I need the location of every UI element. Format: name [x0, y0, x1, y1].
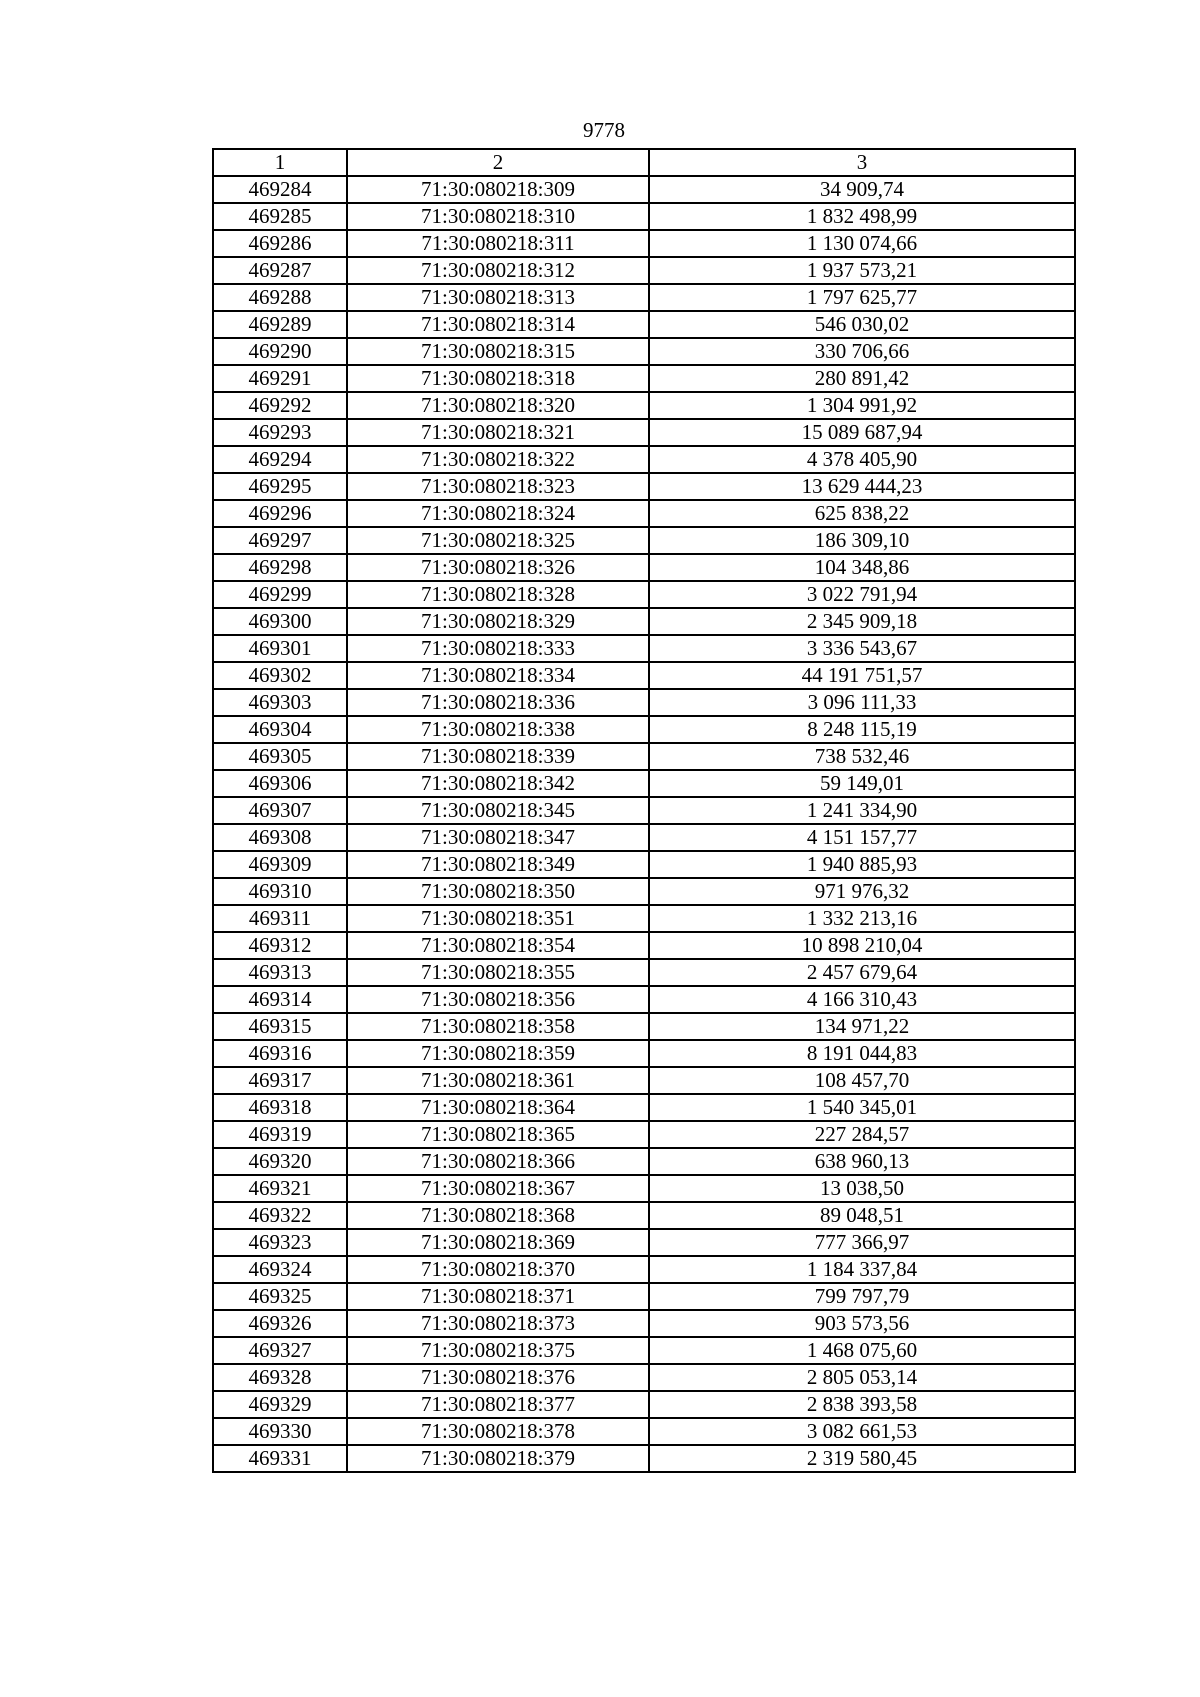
row-number-cell: 469313: [213, 959, 347, 986]
cadastral-number-cell: 71:30:080218:313: [347, 284, 649, 311]
row-number-cell: 469292: [213, 392, 347, 419]
row-number-cell: 469305: [213, 743, 347, 770]
cadastral-value-cell: 2 319 580,45: [649, 1445, 1075, 1472]
cadastral-number-cell: 71:30:080218:377: [347, 1391, 649, 1418]
cadastral-number-cell: 71:30:080218:366: [347, 1148, 649, 1175]
cadastral-number-cell: 71:30:080218:373: [347, 1310, 649, 1337]
table-row: [213, 311, 1075, 338]
cadastral-value-cell: 13 038,50: [649, 1175, 1075, 1202]
cadastral-number-cell: 71:30:080218:323: [347, 473, 649, 500]
cadastral-number-cell: 71:30:080218:320: [347, 392, 649, 419]
row-number-cell: 469285: [213, 203, 347, 230]
table-row: [213, 1040, 1075, 1067]
row-number-cell: 469326: [213, 1310, 347, 1337]
cadastral-number-cell: 71:30:080218:342: [347, 770, 649, 797]
cadastral-value-cell: 330 706,66: [649, 338, 1075, 365]
table-row: [213, 419, 1075, 446]
cadastral-value-cell: 625 838,22: [649, 500, 1075, 527]
row-number-cell: 469322: [213, 1202, 347, 1229]
cadastral-number-cell: 71:30:080218:326: [347, 554, 649, 581]
row-number-cell: 469316: [213, 1040, 347, 1067]
cadastral-value-cell: 738 532,46: [649, 743, 1075, 770]
table-row: [213, 1013, 1075, 1040]
cadastral-value-cell: 89 048,51: [649, 1202, 1075, 1229]
cadastral-value-cell: 13 629 444,23: [649, 473, 1075, 500]
cadastral-number-cell: 71:30:080218:361: [347, 1067, 649, 1094]
cadastral-number-cell: 71:30:080218:309: [347, 176, 649, 203]
table-row: [213, 1310, 1075, 1337]
cadastral-number-cell: 71:30:080218:350: [347, 878, 649, 905]
cadastral-number-cell: 71:30:080218:322: [347, 446, 649, 473]
row-number-cell: 469318: [213, 1094, 347, 1121]
table-row: [213, 689, 1075, 716]
cadastral-number-cell: 71:30:080218:379: [347, 1445, 649, 1472]
table-row: [213, 797, 1075, 824]
row-number-cell: 469302: [213, 662, 347, 689]
table-row: [213, 1094, 1075, 1121]
row-number-cell: 469320: [213, 1148, 347, 1175]
row-number-cell: 469311: [213, 905, 347, 932]
table-row: [213, 716, 1075, 743]
table-row: [213, 851, 1075, 878]
table-row: [213, 554, 1075, 581]
cadastral-value-cell: 2 805 053,14: [649, 1364, 1075, 1391]
row-number-cell: 469296: [213, 500, 347, 527]
cadastral-value-cell: 971 976,32: [649, 878, 1075, 905]
cadastral-number-cell: 71:30:080218:378: [347, 1418, 649, 1445]
row-number-cell: 469330: [213, 1418, 347, 1445]
row-number-cell: 469307: [213, 797, 347, 824]
cadastral-value-cell: 638 960,13: [649, 1148, 1075, 1175]
cadastral-value-cell: 903 573,56: [649, 1310, 1075, 1337]
table-row: [213, 392, 1075, 419]
row-number-cell: 469300: [213, 608, 347, 635]
table-row: [213, 1121, 1075, 1148]
cadastral-number-cell: 71:30:080218:339: [347, 743, 649, 770]
cadastral-value-cell: 186 309,10: [649, 527, 1075, 554]
column-header-3: 3: [649, 149, 1075, 176]
row-number-cell: 469306: [213, 770, 347, 797]
cadastral-number-cell: 71:30:080218:356: [347, 986, 649, 1013]
cadastral-number-cell: 71:30:080218:375: [347, 1337, 649, 1364]
row-number-cell: 469299: [213, 581, 347, 608]
table-row: [213, 959, 1075, 986]
cadastral-number-cell: 71:30:080218:315: [347, 338, 649, 365]
cadastral-number-cell: 71:30:080218:371: [347, 1283, 649, 1310]
cadastral-value-cell: 1 937 573,21: [649, 257, 1075, 284]
page-number-text: 9778: [583, 118, 625, 142]
row-number-cell: 469327: [213, 1337, 347, 1364]
row-number-cell: 469295: [213, 473, 347, 500]
cadastral-number-cell: 71:30:080218:355: [347, 959, 649, 986]
cadastral-value-cell: 8 191 044,83: [649, 1040, 1075, 1067]
row-number-cell: 469319: [213, 1121, 347, 1148]
row-number-cell: 469297: [213, 527, 347, 554]
table-row: [213, 581, 1075, 608]
table-row: [213, 878, 1075, 905]
cadastral-value-cell: 1 304 991,92: [649, 392, 1075, 419]
cadastral-value-cell: 134 971,22: [649, 1013, 1075, 1040]
table-row: [213, 1445, 1075, 1472]
table-row: [213, 1067, 1075, 1094]
table-row: [213, 284, 1075, 311]
cadastral-value-cell: 10 898 210,04: [649, 932, 1075, 959]
cadastral-value-cell: 3 096 111,33: [649, 689, 1075, 716]
cadastral-number-cell: 71:30:080218:336: [347, 689, 649, 716]
cadastral-value-cell: 1 241 334,90: [649, 797, 1075, 824]
cadastral-number-cell: 71:30:080218:345: [347, 797, 649, 824]
cadastral-number-cell: 71:30:080218:321: [347, 419, 649, 446]
cadastral-number-cell: 71:30:080218:311: [347, 230, 649, 257]
row-number-cell: 469314: [213, 986, 347, 1013]
cadastral-value-cell: 280 891,42: [649, 365, 1075, 392]
row-number-cell: 469329: [213, 1391, 347, 1418]
cadastral-number-cell: 71:30:080218:347: [347, 824, 649, 851]
cadastral-value-cell: 2 457 679,64: [649, 959, 1075, 986]
table-body: [213, 176, 1075, 1472]
cadastral-value-cell: 546 030,02: [649, 311, 1075, 338]
cadastral-number-cell: 71:30:080218:368: [347, 1202, 649, 1229]
cadastral-value-cell: 1 832 498,99: [649, 203, 1075, 230]
table-row: [213, 473, 1075, 500]
row-number-cell: 469290: [213, 338, 347, 365]
cadastral-value-cell: 1 468 075,60: [649, 1337, 1075, 1364]
table-row: [213, 230, 1075, 257]
table-row: [213, 1364, 1075, 1391]
table-row: [213, 662, 1075, 689]
table-row: [213, 608, 1075, 635]
table-row: [213, 176, 1075, 203]
cadastral-number-cell: 71:30:080218:359: [347, 1040, 649, 1067]
table-row: [213, 338, 1075, 365]
cadastral-value-cell: 1 940 885,93: [649, 851, 1075, 878]
cadastral-number-cell: 71:30:080218:370: [347, 1256, 649, 1283]
cadastral-number-cell: 71:30:080218:318: [347, 365, 649, 392]
table-row: [213, 905, 1075, 932]
cadastral-value-cell: 59 149,01: [649, 770, 1075, 797]
row-number-cell: 469284: [213, 176, 347, 203]
row-number-cell: 469286: [213, 230, 347, 257]
table-row: [213, 527, 1075, 554]
cadastral-number-cell: 71:30:080218:338: [347, 716, 649, 743]
table-row: [213, 986, 1075, 1013]
table-row: [213, 1337, 1075, 1364]
cadastral-value-cell: 1 184 337,84: [649, 1256, 1075, 1283]
cadastral-value-cell: 44 191 751,57: [649, 662, 1075, 689]
table-row: [213, 1418, 1075, 1445]
table-row: [213, 743, 1075, 770]
cadastral-value-cell: 227 284,57: [649, 1121, 1075, 1148]
cadastral-number-cell: 71:30:080218:358: [347, 1013, 649, 1040]
table-row: [213, 1256, 1075, 1283]
table-row: [213, 203, 1075, 230]
cadastral-value-table: [212, 148, 1076, 1473]
cadastral-value-cell: 799 797,79: [649, 1283, 1075, 1310]
cadastral-value-cell: 4 166 310,43: [649, 986, 1075, 1013]
cadastral-value-cell: 4 378 405,90: [649, 446, 1075, 473]
cadastral-number-cell: 71:30:080218:329: [347, 608, 649, 635]
table-row: [213, 365, 1075, 392]
cadastral-value-cell: 1 540 345,01: [649, 1094, 1075, 1121]
column-header-2: 2: [347, 149, 649, 176]
cadastral-number-cell: 71:30:080218:312: [347, 257, 649, 284]
row-number-cell: 469312: [213, 932, 347, 959]
cadastral-number-cell: 71:30:080218:328: [347, 581, 649, 608]
cadastral-value-cell: 108 457,70: [649, 1067, 1075, 1094]
cadastral-number-cell: 71:30:080218:351: [347, 905, 649, 932]
table-row: [213, 1148, 1075, 1175]
table-row: [213, 1229, 1075, 1256]
cadastral-number-cell: 71:30:080218:369: [347, 1229, 649, 1256]
row-number-cell: 469324: [213, 1256, 347, 1283]
cadastral-number-cell: 71:30:080218:354: [347, 932, 649, 959]
table-header-row: [213, 149, 1075, 176]
cadastral-value-cell: 1 797 625,77: [649, 284, 1075, 311]
cadastral-number-cell: 71:30:080218:310: [347, 203, 649, 230]
table-row: [213, 770, 1075, 797]
cadastral-number-cell: 71:30:080218:376: [347, 1364, 649, 1391]
cadastral-number-cell: 71:30:080218:349: [347, 851, 649, 878]
row-number-cell: 469293: [213, 419, 347, 446]
cadastral-value-cell: 2 345 909,18: [649, 608, 1075, 635]
table-row: [213, 635, 1075, 662]
cadastral-value-cell: 15 089 687,94: [649, 419, 1075, 446]
cadastral-value-cell: 1 332 213,16: [649, 905, 1075, 932]
page-number: [0, 118, 1200, 142]
table-row: [213, 1391, 1075, 1418]
table-row: [213, 1175, 1075, 1202]
row-number-cell: 469291: [213, 365, 347, 392]
row-number-cell: 469294: [213, 446, 347, 473]
cadastral-value-cell: 4 151 157,77: [649, 824, 1075, 851]
cadastral-number-cell: 71:30:080218:324: [347, 500, 649, 527]
table-row: [213, 1283, 1075, 1310]
row-number-cell: 469317: [213, 1067, 347, 1094]
cadastral-number-cell: 71:30:080218:364: [347, 1094, 649, 1121]
cadastral-value-cell: 777 366,97: [649, 1229, 1075, 1256]
table-row: [213, 446, 1075, 473]
row-number-cell: 469321: [213, 1175, 347, 1202]
cadastral-value-cell: 3 022 791,94: [649, 581, 1075, 608]
cadastral-number-cell: 71:30:080218:333: [347, 635, 649, 662]
cadastral-value-cell: 2 838 393,58: [649, 1391, 1075, 1418]
table-row: [213, 1202, 1075, 1229]
row-number-cell: 469323: [213, 1229, 347, 1256]
table-row: [213, 824, 1075, 851]
row-number-cell: 469325: [213, 1283, 347, 1310]
row-number-cell: 469303: [213, 689, 347, 716]
row-number-cell: 469298: [213, 554, 347, 581]
cadastral-number-cell: 71:30:080218:325: [347, 527, 649, 554]
cadastral-value-cell: 1 130 074,66: [649, 230, 1075, 257]
cadastral-value-cell: 3 082 661,53: [649, 1418, 1075, 1445]
table-row: [213, 932, 1075, 959]
row-number-cell: 469304: [213, 716, 347, 743]
row-number-cell: 469315: [213, 1013, 347, 1040]
cadastral-number-cell: 71:30:080218:334: [347, 662, 649, 689]
table-row: [213, 500, 1075, 527]
row-number-cell: 469328: [213, 1364, 347, 1391]
cadastral-number-cell: 71:30:080218:367: [347, 1175, 649, 1202]
row-number-cell: 469301: [213, 635, 347, 662]
cadastral-number-cell: 71:30:080218:365: [347, 1121, 649, 1148]
row-number-cell: 469310: [213, 878, 347, 905]
row-number-cell: 469288: [213, 284, 347, 311]
cadastral-number-cell: 71:30:080218:314: [347, 311, 649, 338]
cadastral-value-cell: 104 348,86: [649, 554, 1075, 581]
table-row: [213, 257, 1075, 284]
row-number-cell: 469308: [213, 824, 347, 851]
cadastral-value-cell: 34 909,74: [649, 176, 1075, 203]
column-header-1: 1: [213, 149, 347, 176]
row-number-cell: 469331: [213, 1445, 347, 1472]
row-number-cell: 469289: [213, 311, 347, 338]
cadastral-value-cell: 3 336 543,67: [649, 635, 1075, 662]
row-number-cell: 469309: [213, 851, 347, 878]
cadastral-value-cell: 8 248 115,19: [649, 716, 1075, 743]
row-number-cell: 469287: [213, 257, 347, 284]
